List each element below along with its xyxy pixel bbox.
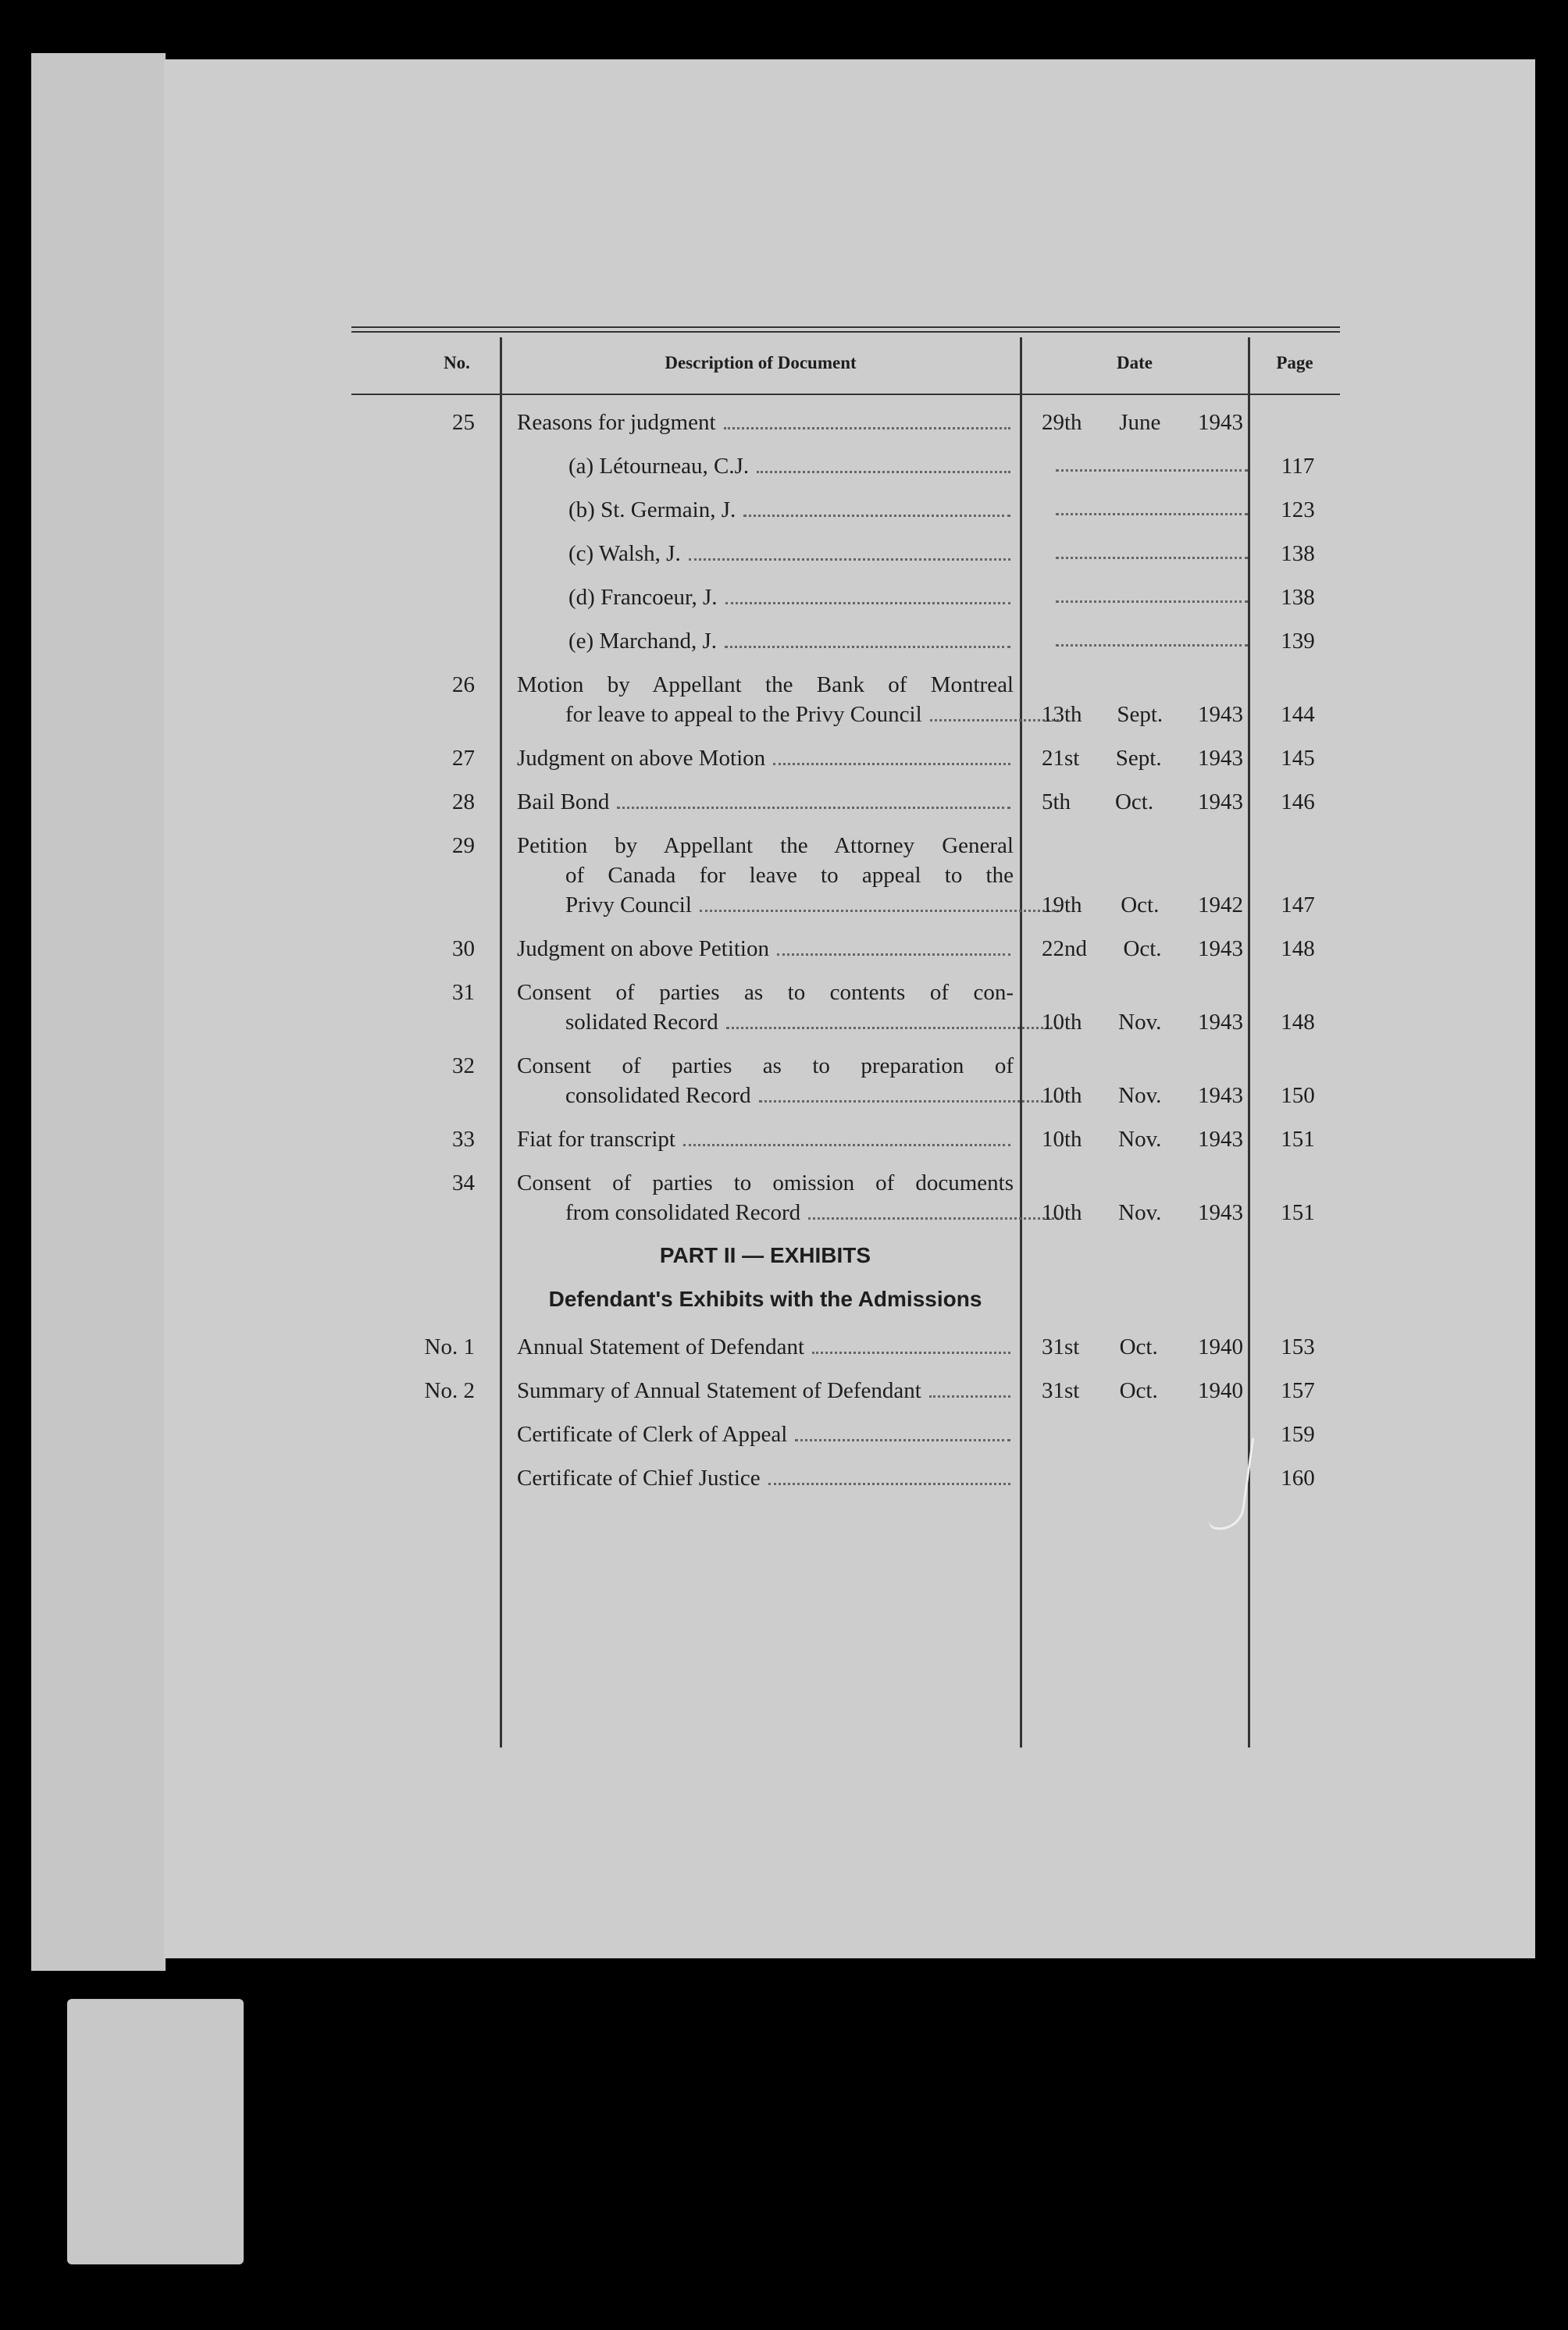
leader-dots xyxy=(773,743,1010,765)
description-text xyxy=(568,451,749,481)
leader-dots xyxy=(759,1081,1059,1103)
row-date xyxy=(1042,934,1257,964)
description-line xyxy=(517,1332,1014,1362)
row-number: No. 2 xyxy=(424,1378,475,1403)
bottom-paper-stub xyxy=(67,1999,244,2264)
date-part: Oct. xyxy=(1121,892,1160,917)
date-leader-dots xyxy=(1056,451,1248,472)
date-part: 1943 xyxy=(1198,1200,1243,1225)
description-line xyxy=(517,1198,1062,1227)
description-line xyxy=(517,1463,1014,1493)
row-date xyxy=(1042,1332,1257,1362)
description-text xyxy=(517,1124,675,1154)
row-description xyxy=(517,831,1014,920)
description-line-text: Walsh, J. xyxy=(598,541,681,566)
date-part: 19th xyxy=(1042,892,1082,917)
part-title: PART II — EXHIBITS xyxy=(659,1243,871,1267)
description-text xyxy=(517,1332,804,1362)
row-number: 31 xyxy=(452,980,475,1005)
date-part: 29th xyxy=(1042,410,1082,435)
description-text xyxy=(517,1376,921,1405)
description-line xyxy=(568,582,1014,612)
header-page: Page xyxy=(1276,353,1313,372)
description-text xyxy=(517,743,765,773)
description-line: Consent of parties as to contents of con- xyxy=(517,980,1014,1005)
date-part: 1943 xyxy=(1198,936,1243,961)
row-page: 138 xyxy=(1281,541,1315,566)
row-description xyxy=(517,1124,1014,1154)
sub-label: (e) xyxy=(568,629,594,654)
description-line-text: solidated Record xyxy=(565,1010,718,1035)
row-description xyxy=(517,1168,1014,1227)
date-part: 1940 xyxy=(1198,1378,1243,1403)
row-date xyxy=(1042,1376,1257,1405)
row-page: 144 xyxy=(1281,702,1315,727)
row-page: 150 xyxy=(1281,1083,1315,1108)
date-part: 31st xyxy=(1042,1334,1080,1359)
row-description xyxy=(517,787,1014,817)
date-part: Sept. xyxy=(1115,746,1162,771)
date-part: 1943 xyxy=(1198,1083,1243,1108)
date-part: Oct. xyxy=(1123,936,1162,961)
description-line-text: Fiat for transcript xyxy=(517,1127,675,1152)
row-date xyxy=(1042,743,1257,773)
row-date xyxy=(1042,1007,1257,1037)
description-line-text: from consolidated Record xyxy=(565,1200,801,1225)
row-date xyxy=(1042,787,1257,817)
date-part: 1943 xyxy=(1198,789,1243,814)
description-line-text: Privy Council xyxy=(565,892,692,917)
sub-label: (c) xyxy=(568,541,594,566)
date-part: 1943 xyxy=(1198,746,1243,771)
row-number: 25 xyxy=(452,410,475,435)
header-rule xyxy=(351,394,1340,395)
date-part: 1943 xyxy=(1198,1127,1243,1152)
description-text xyxy=(565,700,922,729)
leader-dots xyxy=(929,1376,1010,1398)
row-description xyxy=(517,978,1014,1037)
leader-dots xyxy=(743,495,1010,517)
description-text xyxy=(517,1420,787,1449)
description-line xyxy=(517,787,1014,817)
date-part: Oct. xyxy=(1114,789,1154,814)
sub-label: (d) xyxy=(568,585,595,610)
description-line-text: Certificate of Clerk of Appeal xyxy=(517,1422,788,1447)
description-text xyxy=(565,1081,751,1110)
description-line-text: Marchand, J. xyxy=(599,629,718,654)
date-part: 22nd xyxy=(1042,936,1087,961)
row-date xyxy=(1042,890,1257,920)
description-text xyxy=(568,626,717,656)
leader-dots xyxy=(725,582,1010,604)
row-page: 159 xyxy=(1281,1422,1315,1447)
date-part: Nov. xyxy=(1118,1010,1162,1035)
sub-label: (b) xyxy=(568,497,595,522)
column-rule-1 xyxy=(500,337,502,1748)
row-description xyxy=(517,743,1014,773)
leader-dots xyxy=(795,1420,1010,1441)
leader-dots xyxy=(700,890,1059,912)
date-leader-dots xyxy=(1056,582,1248,603)
leader-dots xyxy=(724,408,1010,429)
date-part: 13th xyxy=(1042,702,1082,727)
row-number: No. 1 xyxy=(424,1334,475,1359)
description-line xyxy=(517,1376,1014,1405)
sub-label: (a) xyxy=(568,454,594,479)
row-date xyxy=(1042,1081,1257,1110)
header-no: No. xyxy=(444,353,470,372)
description-line xyxy=(517,743,1014,773)
date-part: Nov. xyxy=(1118,1127,1162,1152)
row-page: 139 xyxy=(1281,629,1315,654)
column-rule-3 xyxy=(1248,337,1250,1748)
date-part: 10th xyxy=(1042,1010,1082,1035)
description-text xyxy=(568,582,718,612)
left-page-strip xyxy=(31,53,166,1971)
description-line-text: Judgment on above Petition xyxy=(517,936,769,961)
leader-dots xyxy=(617,787,1010,809)
description-line-text: Certificate of Chief Justice xyxy=(517,1466,761,1491)
leader-dots xyxy=(689,539,1010,561)
row-description xyxy=(517,1463,1014,1493)
leader-dots xyxy=(725,626,1010,648)
leader-dots xyxy=(726,1007,1059,1029)
row-description xyxy=(568,539,1014,568)
row-date xyxy=(1042,1198,1257,1227)
description-text xyxy=(517,1463,761,1493)
date-part: 31st xyxy=(1042,1378,1080,1403)
row-page: 153 xyxy=(1281,1334,1315,1359)
row-description xyxy=(517,1332,1014,1362)
row-page: 145 xyxy=(1281,746,1315,771)
row-date xyxy=(1042,1124,1257,1154)
description-text xyxy=(517,934,769,964)
column-rule-2 xyxy=(1020,337,1022,1748)
row-description xyxy=(568,495,1014,525)
description-line-text: for leave to appeal to the Privy Council xyxy=(565,702,922,727)
leader-dots xyxy=(930,700,1059,721)
description-line-text: Judgment on above Motion xyxy=(517,746,766,771)
description-text xyxy=(517,408,716,437)
description-text xyxy=(565,1007,718,1037)
description-line: of Canada for leave to appeal to the xyxy=(565,863,1014,888)
row-description xyxy=(517,670,1014,729)
description-line: Consent of parties to omission of documents xyxy=(517,1170,1014,1195)
description-line xyxy=(517,408,1014,437)
description-line xyxy=(568,626,1014,656)
leader-dots xyxy=(683,1124,1010,1146)
date-leader-dots xyxy=(1056,539,1248,559)
row-page: 147 xyxy=(1281,892,1315,917)
description-line xyxy=(568,495,1014,525)
row-page: 148 xyxy=(1281,1010,1315,1035)
description-text xyxy=(517,787,609,817)
date-part: 10th xyxy=(1042,1083,1082,1108)
row-number: 32 xyxy=(452,1053,475,1078)
date-part: 1940 xyxy=(1198,1334,1243,1359)
description-line-text: Summary of Annual Statement of Defendant xyxy=(517,1378,921,1403)
row-number: 34 xyxy=(452,1170,475,1195)
date-part: Sept. xyxy=(1117,702,1164,727)
row-page: 151 xyxy=(1281,1127,1315,1152)
row-description xyxy=(517,408,1014,437)
description-line-text: Francoeur, J. xyxy=(600,585,718,610)
date-part: 1943 xyxy=(1198,1010,1243,1035)
row-number: 33 xyxy=(452,1127,475,1152)
row-date xyxy=(1042,408,1257,437)
description-line: Motion by Appellant the Bank of Montreal xyxy=(517,672,1014,697)
description-line xyxy=(517,890,1062,920)
date-part: Nov. xyxy=(1118,1083,1162,1108)
date-part: 1942 xyxy=(1198,892,1243,917)
row-number: 28 xyxy=(452,789,475,814)
row-page: 148 xyxy=(1281,936,1315,961)
description-line xyxy=(517,1420,1014,1449)
row-number: 29 xyxy=(452,833,475,858)
leader-dots xyxy=(812,1332,1010,1354)
row-page: 157 xyxy=(1281,1378,1315,1403)
row-page: 123 xyxy=(1281,497,1315,522)
date-part: 5th xyxy=(1042,789,1071,814)
row-page: 146 xyxy=(1281,789,1315,814)
description-text xyxy=(568,495,736,525)
row-page: 160 xyxy=(1281,1466,1315,1491)
date-part: 10th xyxy=(1042,1200,1082,1225)
description-text xyxy=(568,539,681,568)
leader-dots xyxy=(768,1463,1010,1485)
description-line-text: Bail Bond xyxy=(517,789,610,814)
description-line xyxy=(517,1124,1014,1154)
row-description xyxy=(568,451,1014,481)
date-part: Oct. xyxy=(1119,1378,1158,1403)
header-description: Description of Document xyxy=(665,353,857,372)
date-part: 1943 xyxy=(1197,410,1243,435)
description-line xyxy=(568,451,1014,481)
row-number: 26 xyxy=(452,672,475,697)
description-line-text: consolidated Record xyxy=(565,1083,751,1108)
date-part: Oct. xyxy=(1119,1334,1158,1359)
row-description xyxy=(517,1420,1014,1449)
row-page: 117 xyxy=(1281,454,1315,479)
row-description xyxy=(568,626,1014,656)
description-line: Consent of parties as to preparation of xyxy=(517,1053,1014,1078)
row-description xyxy=(517,1051,1014,1110)
leader-dots xyxy=(777,934,1010,956)
description-line xyxy=(568,539,1014,568)
description-line xyxy=(517,700,1062,729)
index-table xyxy=(351,326,1340,1748)
description-text xyxy=(565,890,692,920)
row-description xyxy=(568,582,1014,612)
row-page: 151 xyxy=(1281,1200,1315,1225)
row-description xyxy=(517,934,1014,964)
top-double-rule xyxy=(351,326,1340,333)
row-description xyxy=(517,1376,1014,1405)
description-line: Petition by Appellant the Attorney General xyxy=(517,833,1014,858)
date-part: Nov. xyxy=(1118,1200,1162,1225)
date-leader-dots xyxy=(1056,626,1248,647)
date-part: 21st xyxy=(1042,746,1080,771)
description-text xyxy=(565,1198,800,1227)
leader-dots xyxy=(808,1198,1059,1220)
date-part: 10th xyxy=(1042,1127,1082,1152)
description-line xyxy=(517,934,1014,964)
description-line-text: Létourneau, C.J. xyxy=(599,454,750,479)
header-date: Date xyxy=(1117,353,1153,372)
row-page: 138 xyxy=(1281,585,1315,610)
row-number: 27 xyxy=(452,746,475,771)
date-part: June xyxy=(1119,410,1161,435)
date-leader-dots xyxy=(1056,495,1248,515)
row-number: 30 xyxy=(452,936,475,961)
leader-dots xyxy=(757,451,1010,473)
description-line xyxy=(517,1081,1062,1110)
part-subtitle: Defendant's Exhibits with the Admissions xyxy=(548,1287,982,1311)
description-line-text: Annual Statement of Defendant xyxy=(517,1334,805,1359)
description-line xyxy=(517,1007,1062,1037)
description-line-text: Reasons for judgment xyxy=(517,410,716,435)
row-date xyxy=(1042,700,1257,729)
description-line-text: St. Germain, J. xyxy=(600,497,736,522)
date-part: 1943 xyxy=(1198,702,1243,727)
